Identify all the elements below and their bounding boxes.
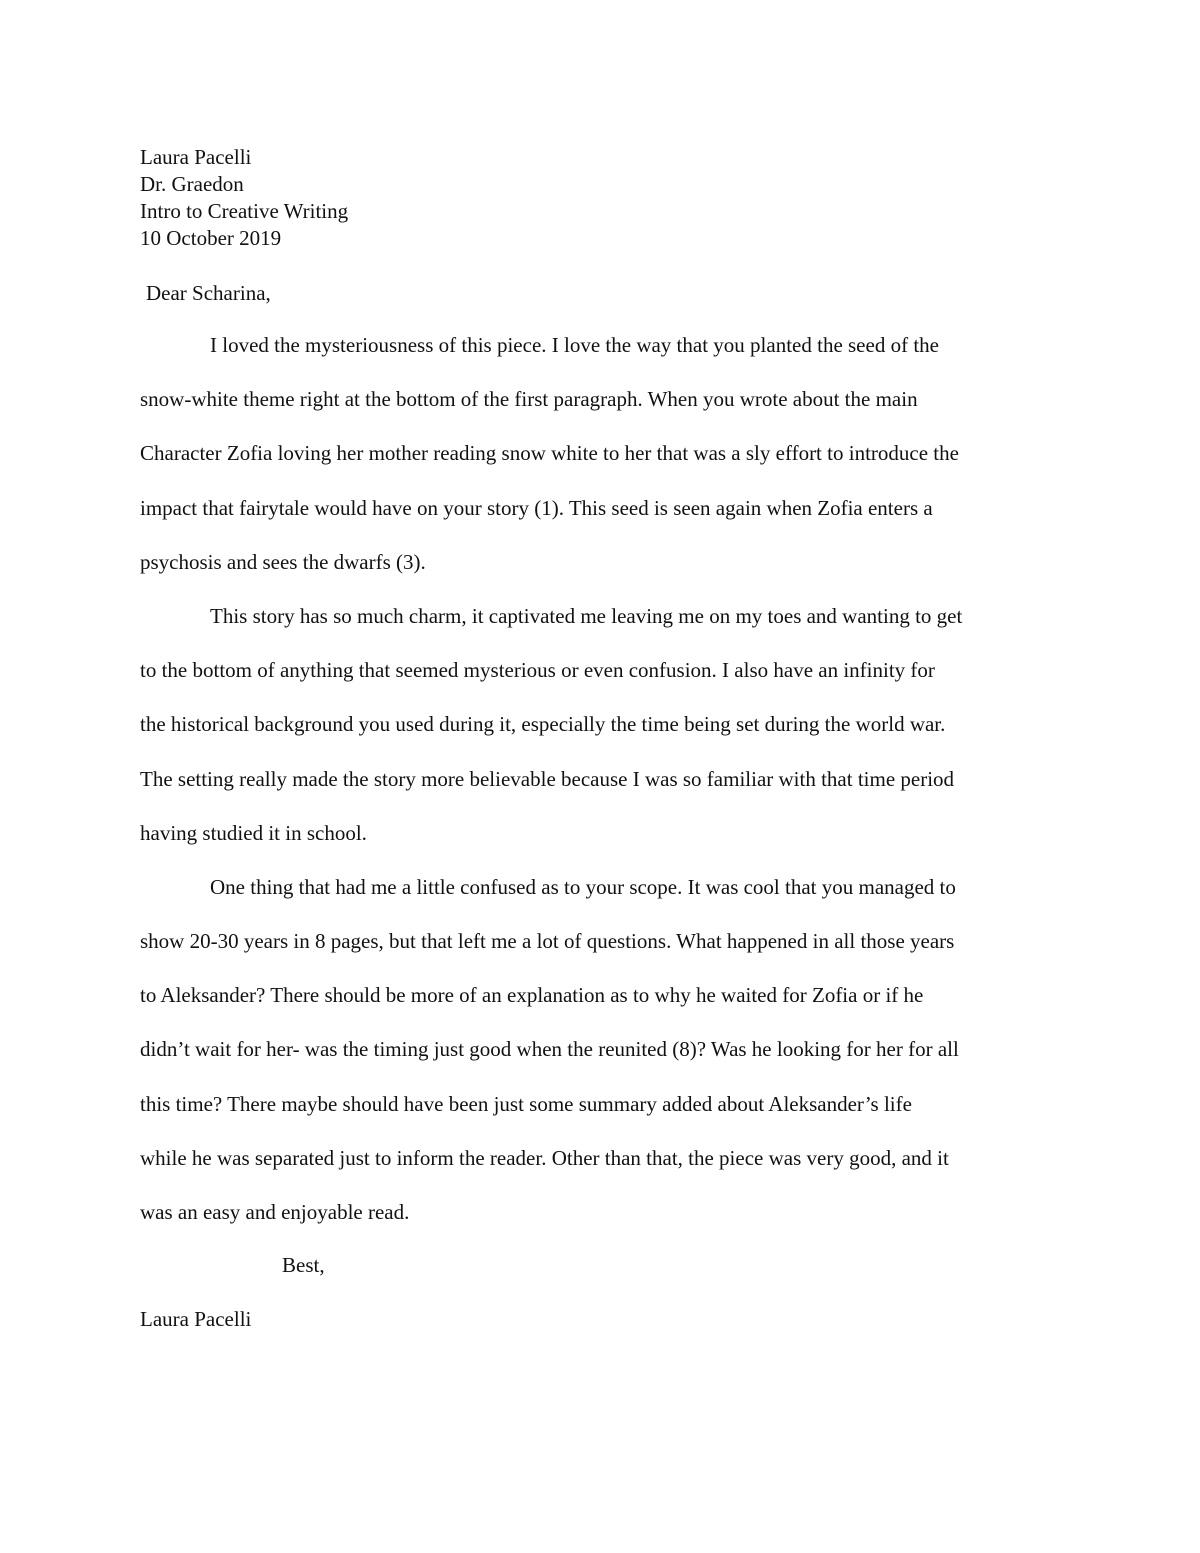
signature: Laura Pacelli (140, 1307, 252, 1331)
paragraph-2-line: the historical background you used during it, especially the time being set during the world war. (140, 712, 946, 737)
salutation: Dear Scharina, (146, 281, 271, 305)
paragraph-1-line: impact that fairytale would have on your story (1). This seed is seen again when Zofia enters a (140, 495, 933, 520)
letter-heading (140, 144, 1060, 252)
paragraph-1-line: I loved the mysteriousness of this piece. I love the way that you planted the seed of the (210, 333, 939, 357)
paragraph-3-line: show 20-30 years in 8 pages, but that left me a lot of questions. What happened in all those years (140, 929, 955, 954)
paragraph-3-line: didn’t wait for her- was the timing just good when the reunited (8)? Was he looking for her for all (140, 1037, 959, 1062)
paragraph-3-line: was an easy and enjoyable read. (140, 1200, 410, 1224)
author-name: Laura Pacelli (140, 145, 252, 169)
paragraph-2-line: This story has so much charm, it captivated me leaving me on my toes and wanting to get (210, 603, 963, 628)
letter-body (140, 332, 1060, 1253)
paragraph-3-line: while he was separated just to inform the reader. Other than that, the piece was very good, and it (140, 1145, 949, 1170)
paragraph-2-line: having studied it in school. (140, 820, 367, 845)
paragraph-2-line: The setting really made the story more believable because I was so familiar with that time period (140, 766, 955, 791)
paragraph-1-line: snow-white theme right at the bottom of the first paragraph. When you wrote about the main (140, 387, 918, 412)
paragraph-3-line: to Aleksander? There should be more of an explanation as to why he waited for Zofia or if he (140, 983, 924, 1008)
paragraph-3-line: One thing that had me a little confused as to your scope. It was cool that you managed to (210, 874, 956, 899)
closing: Best, (282, 1253, 325, 1277)
instructor-name: Dr. Graedon (140, 172, 244, 196)
paragraph-1-line: psychosis and sees the dwarfs (3). (140, 549, 426, 574)
course-name: Intro to Creative Writing (140, 199, 349, 223)
paragraph-1-line: Character Zofia loving her mother reading snow white to her that was a sly effort to introduce the (140, 441, 959, 466)
paragraph-2-line: to the bottom of anything that seemed mysterious or even confusion. I also have an infinity for (140, 658, 935, 683)
letter-date: 10 October 2019 (140, 226, 282, 250)
paragraph-3-line: this time? There maybe should have been just some summary added about Aleksander’s life (140, 1091, 912, 1116)
